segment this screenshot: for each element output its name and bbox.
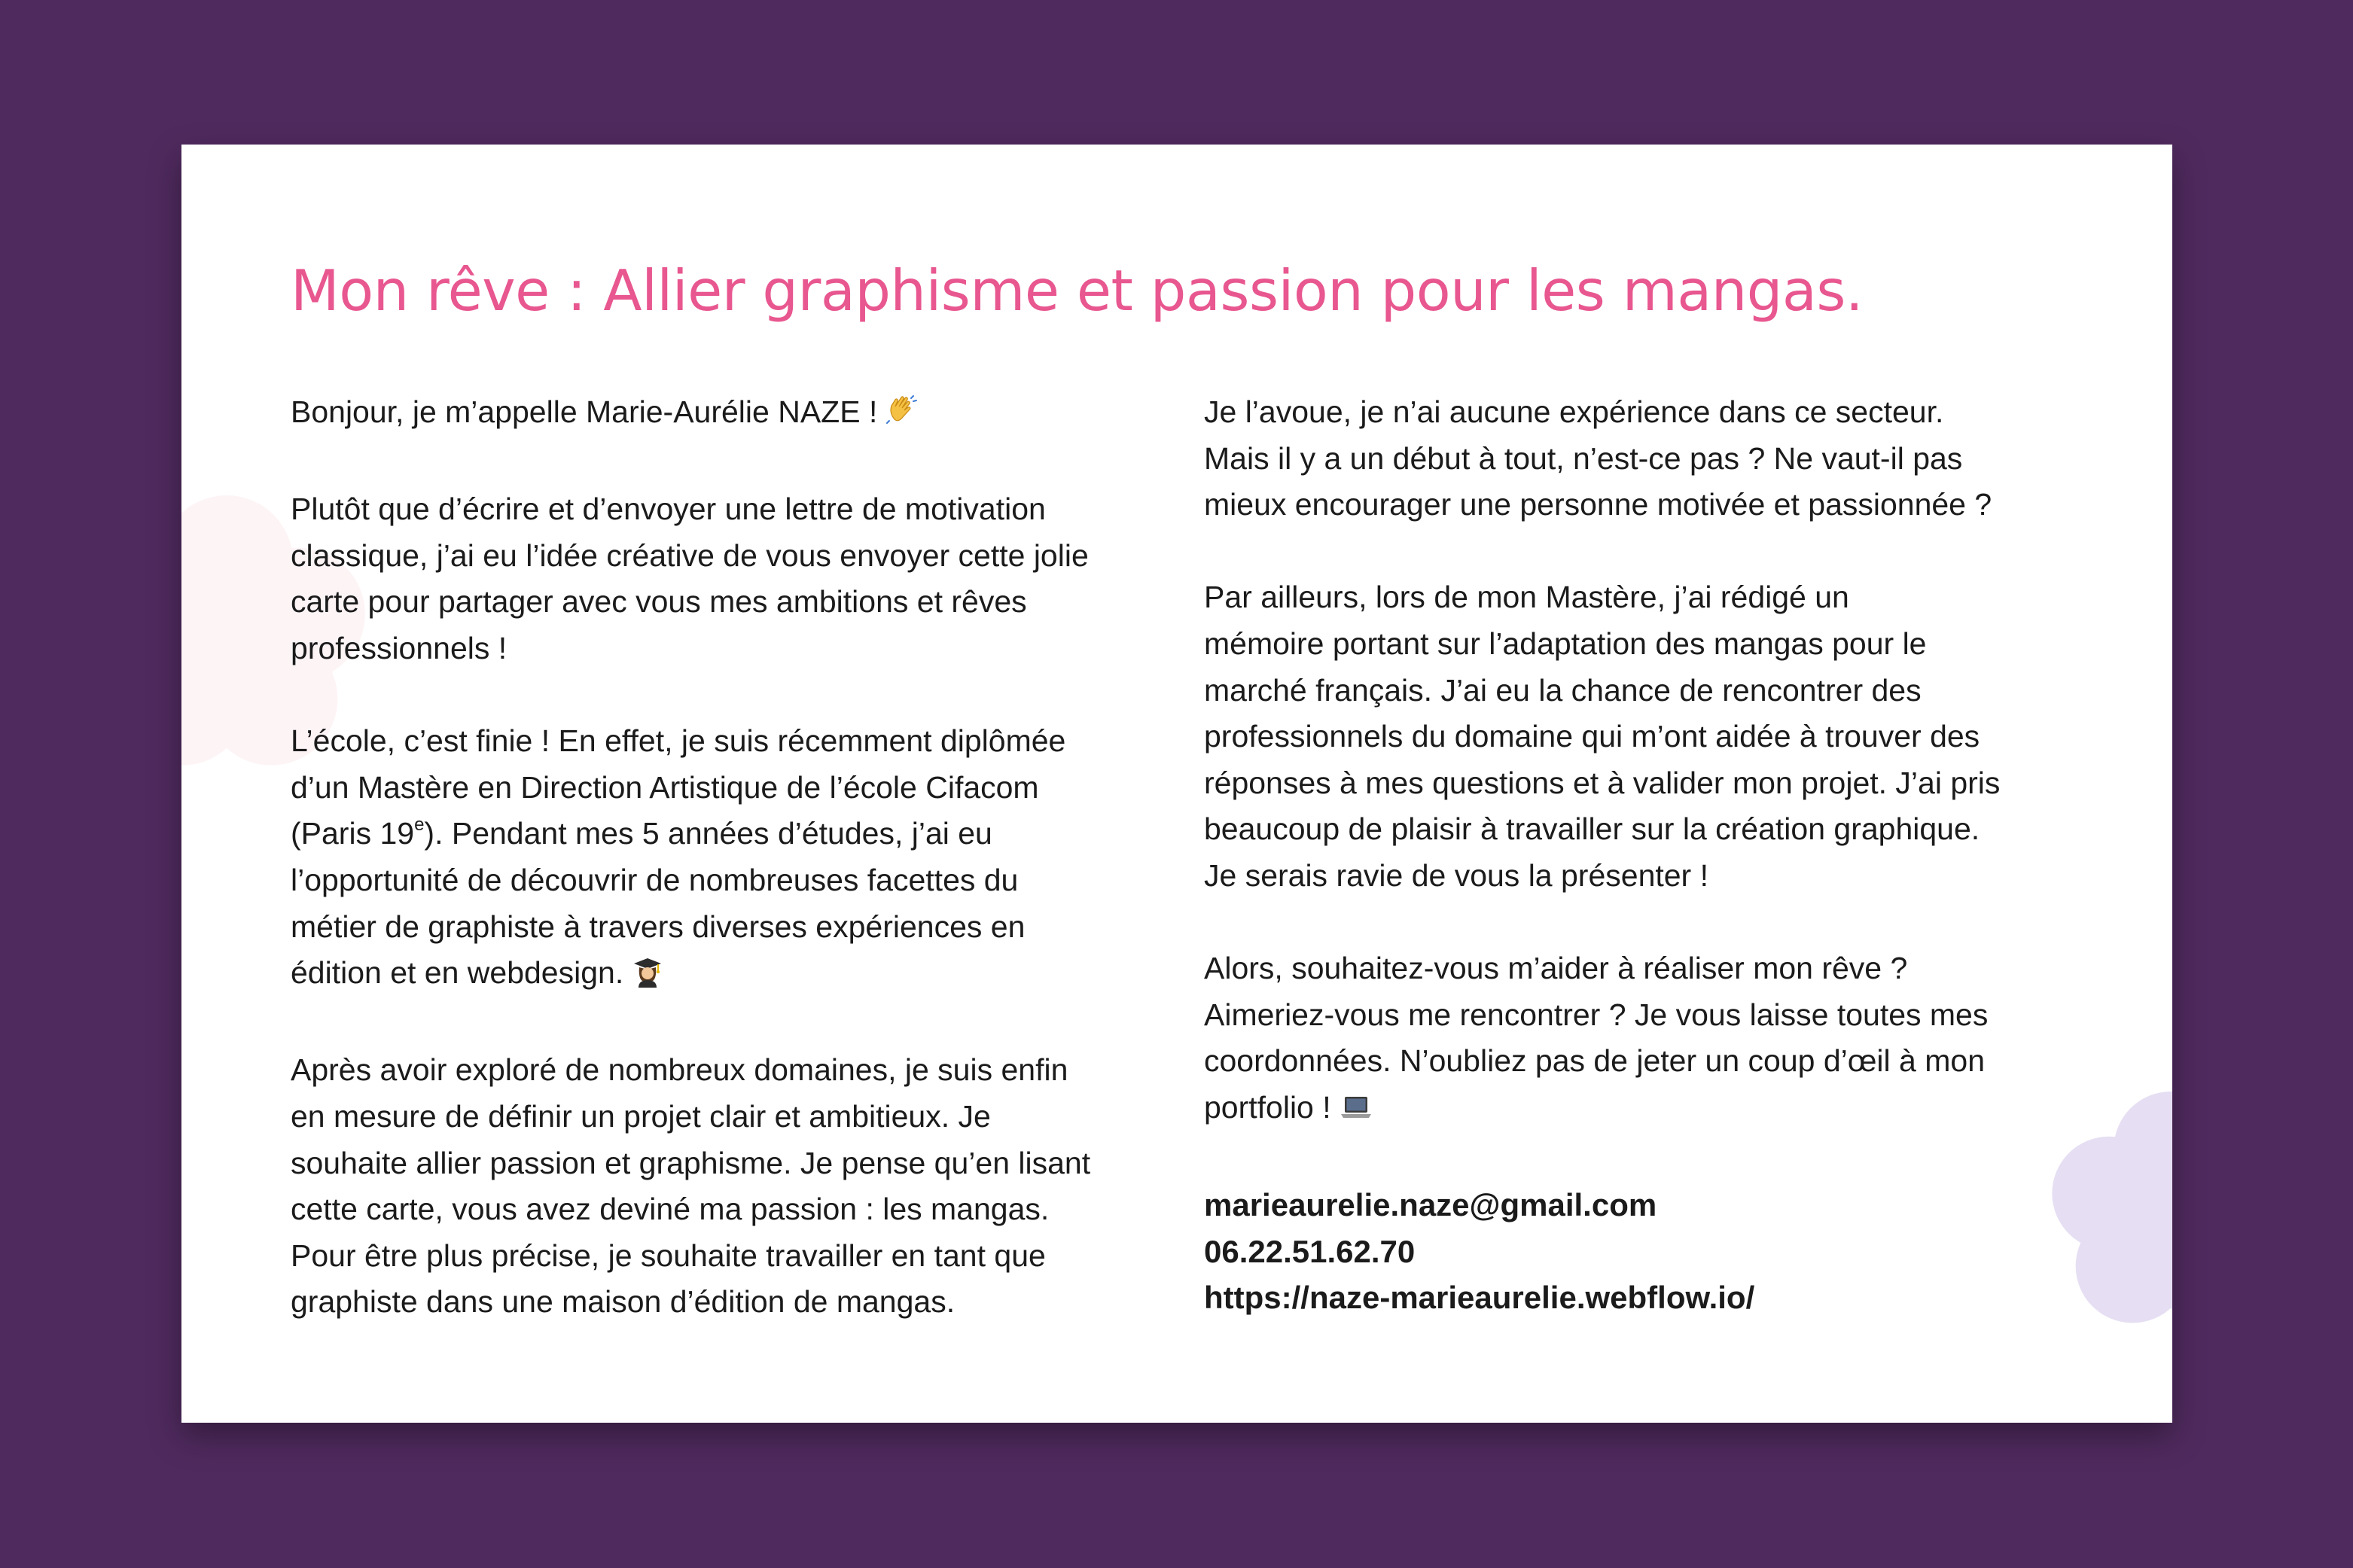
laptop-icon (1339, 1089, 1373, 1136)
experience-line-2: Mais il y a un début à tout, n’est-ce pas ? Ne vaut-il pas (1204, 440, 1963, 476)
waving-hand-icon (885, 394, 918, 440)
school-line-3-end: ). Pendant mes 5 années d’études, j’ai eu (424, 816, 992, 851)
project-line-2: en mesure de définir un projet clair et ambitieux. Je (291, 1098, 991, 1134)
intro-line-1: Plutôt que d’écrire et d’envoyer une lettre de motivation (291, 492, 1046, 527)
project-line-4: cette carte, vous avez deviné ma passion : les mangas. (291, 1192, 1050, 1227)
school-line-5: métier de graphiste à travers diverses expériences en (291, 909, 1026, 944)
closing-line-4-text: portfolio ! (1204, 1089, 1331, 1125)
card-title: Mon rêve : Allier graphisme et passion pour les mangas. (291, 257, 1864, 324)
closing-line-3: coordonnées. N’oubliez pas de jeter un coup d’œil à mon (1204, 1043, 1985, 1079)
thesis-line-4: professionnels du domaine qui m’ont aidée à trouver des (1204, 719, 1980, 754)
school-line-6-text: édition et en webdesign. (291, 955, 624, 991)
greeting-text: Bonjour, je m’appelle Marie-Aurélie NAZE ! (291, 394, 878, 429)
project-line-1: Après avoir exploré de nombreux domaines, je suis enfin (291, 1052, 1068, 1088)
closing-line-1: Alors, souhaitez-vous m’aider à réaliser mon rêve ? (1204, 951, 1908, 986)
intro-line-4: professionnels ! (291, 630, 507, 665)
email-link[interactable]: marieaurelie.naze@gmail.com (1204, 1187, 1657, 1223)
intro-line-3: carte pour partager avec vous mes ambitions et rêves (291, 584, 1027, 620)
school-line-6 (291, 950, 1157, 1001)
school-line-1: L’école, c’est finie ! En effet, je suis récemment diplômée (291, 723, 1066, 759)
thesis-line-5: réponses à mes questions et à valider mon projet. J’ai pris (1204, 765, 2001, 800)
graduate-icon (631, 955, 664, 1001)
phone-number[interactable]: 06.22.51.62.70 (1204, 1233, 1416, 1269)
thesis-line-1: Par ailleurs, lors de mon Mastère, j’ai rédigé un (1204, 580, 1849, 615)
intro-line-2: classique, j’ai eu l’idée créative de vous envoyer cette jolie (291, 537, 1089, 573)
closing-line-2: Aimeriez-vous me rencontrer ? Je vous laisse toutes mes (1204, 997, 1989, 1032)
project-line-6: graphiste dans une maison d’édition de mangas. (291, 1284, 956, 1320)
thesis-line-2: mémoire portant sur l’adaptation des mangas pour le (1204, 626, 1927, 661)
thesis-line-3: marché français. J’ai eu la chance de rencontrer des (1204, 672, 1922, 708)
experience-line-1: Je l’avoue, je n’ai aucune expérience dans ce secteur. (1204, 394, 1944, 429)
school-line-3-start: (Paris 19 (291, 816, 415, 851)
postcard (181, 145, 2172, 1423)
closing-line-4 (1204, 1085, 2070, 1136)
thesis-line-7: Je serais ravie de vous la présenter ! (1204, 857, 1708, 893)
experience-line-3: mieux encourager une personne motivée et passionnée ? (1204, 487, 1992, 522)
greeting-line (291, 389, 1157, 440)
project-line-3: souhaite allier passion et graphisme. Je pense qu’en lisant (291, 1145, 1091, 1180)
school-line-4: l’opportunité de découvrir de nombreuses facettes du (291, 862, 1019, 897)
right-column (1204, 389, 2070, 1321)
school-line-3 (291, 811, 1157, 857)
thesis-line-6: beaucoup de plaisir à travailler sur la création graphique. (1204, 811, 1980, 847)
left-column (291, 389, 1157, 1326)
superscript-e: e (414, 814, 425, 836)
project-line-5: Pour être plus précise, je souhaite travailler en tant que (291, 1238, 1046, 1273)
school-line-2: d’un Mastère en Direction Artistique de l’école Cifacom (291, 769, 1039, 805)
portfolio-link[interactable]: https://naze-marieaurelie.webflow.io/ (1204, 1280, 1755, 1316)
